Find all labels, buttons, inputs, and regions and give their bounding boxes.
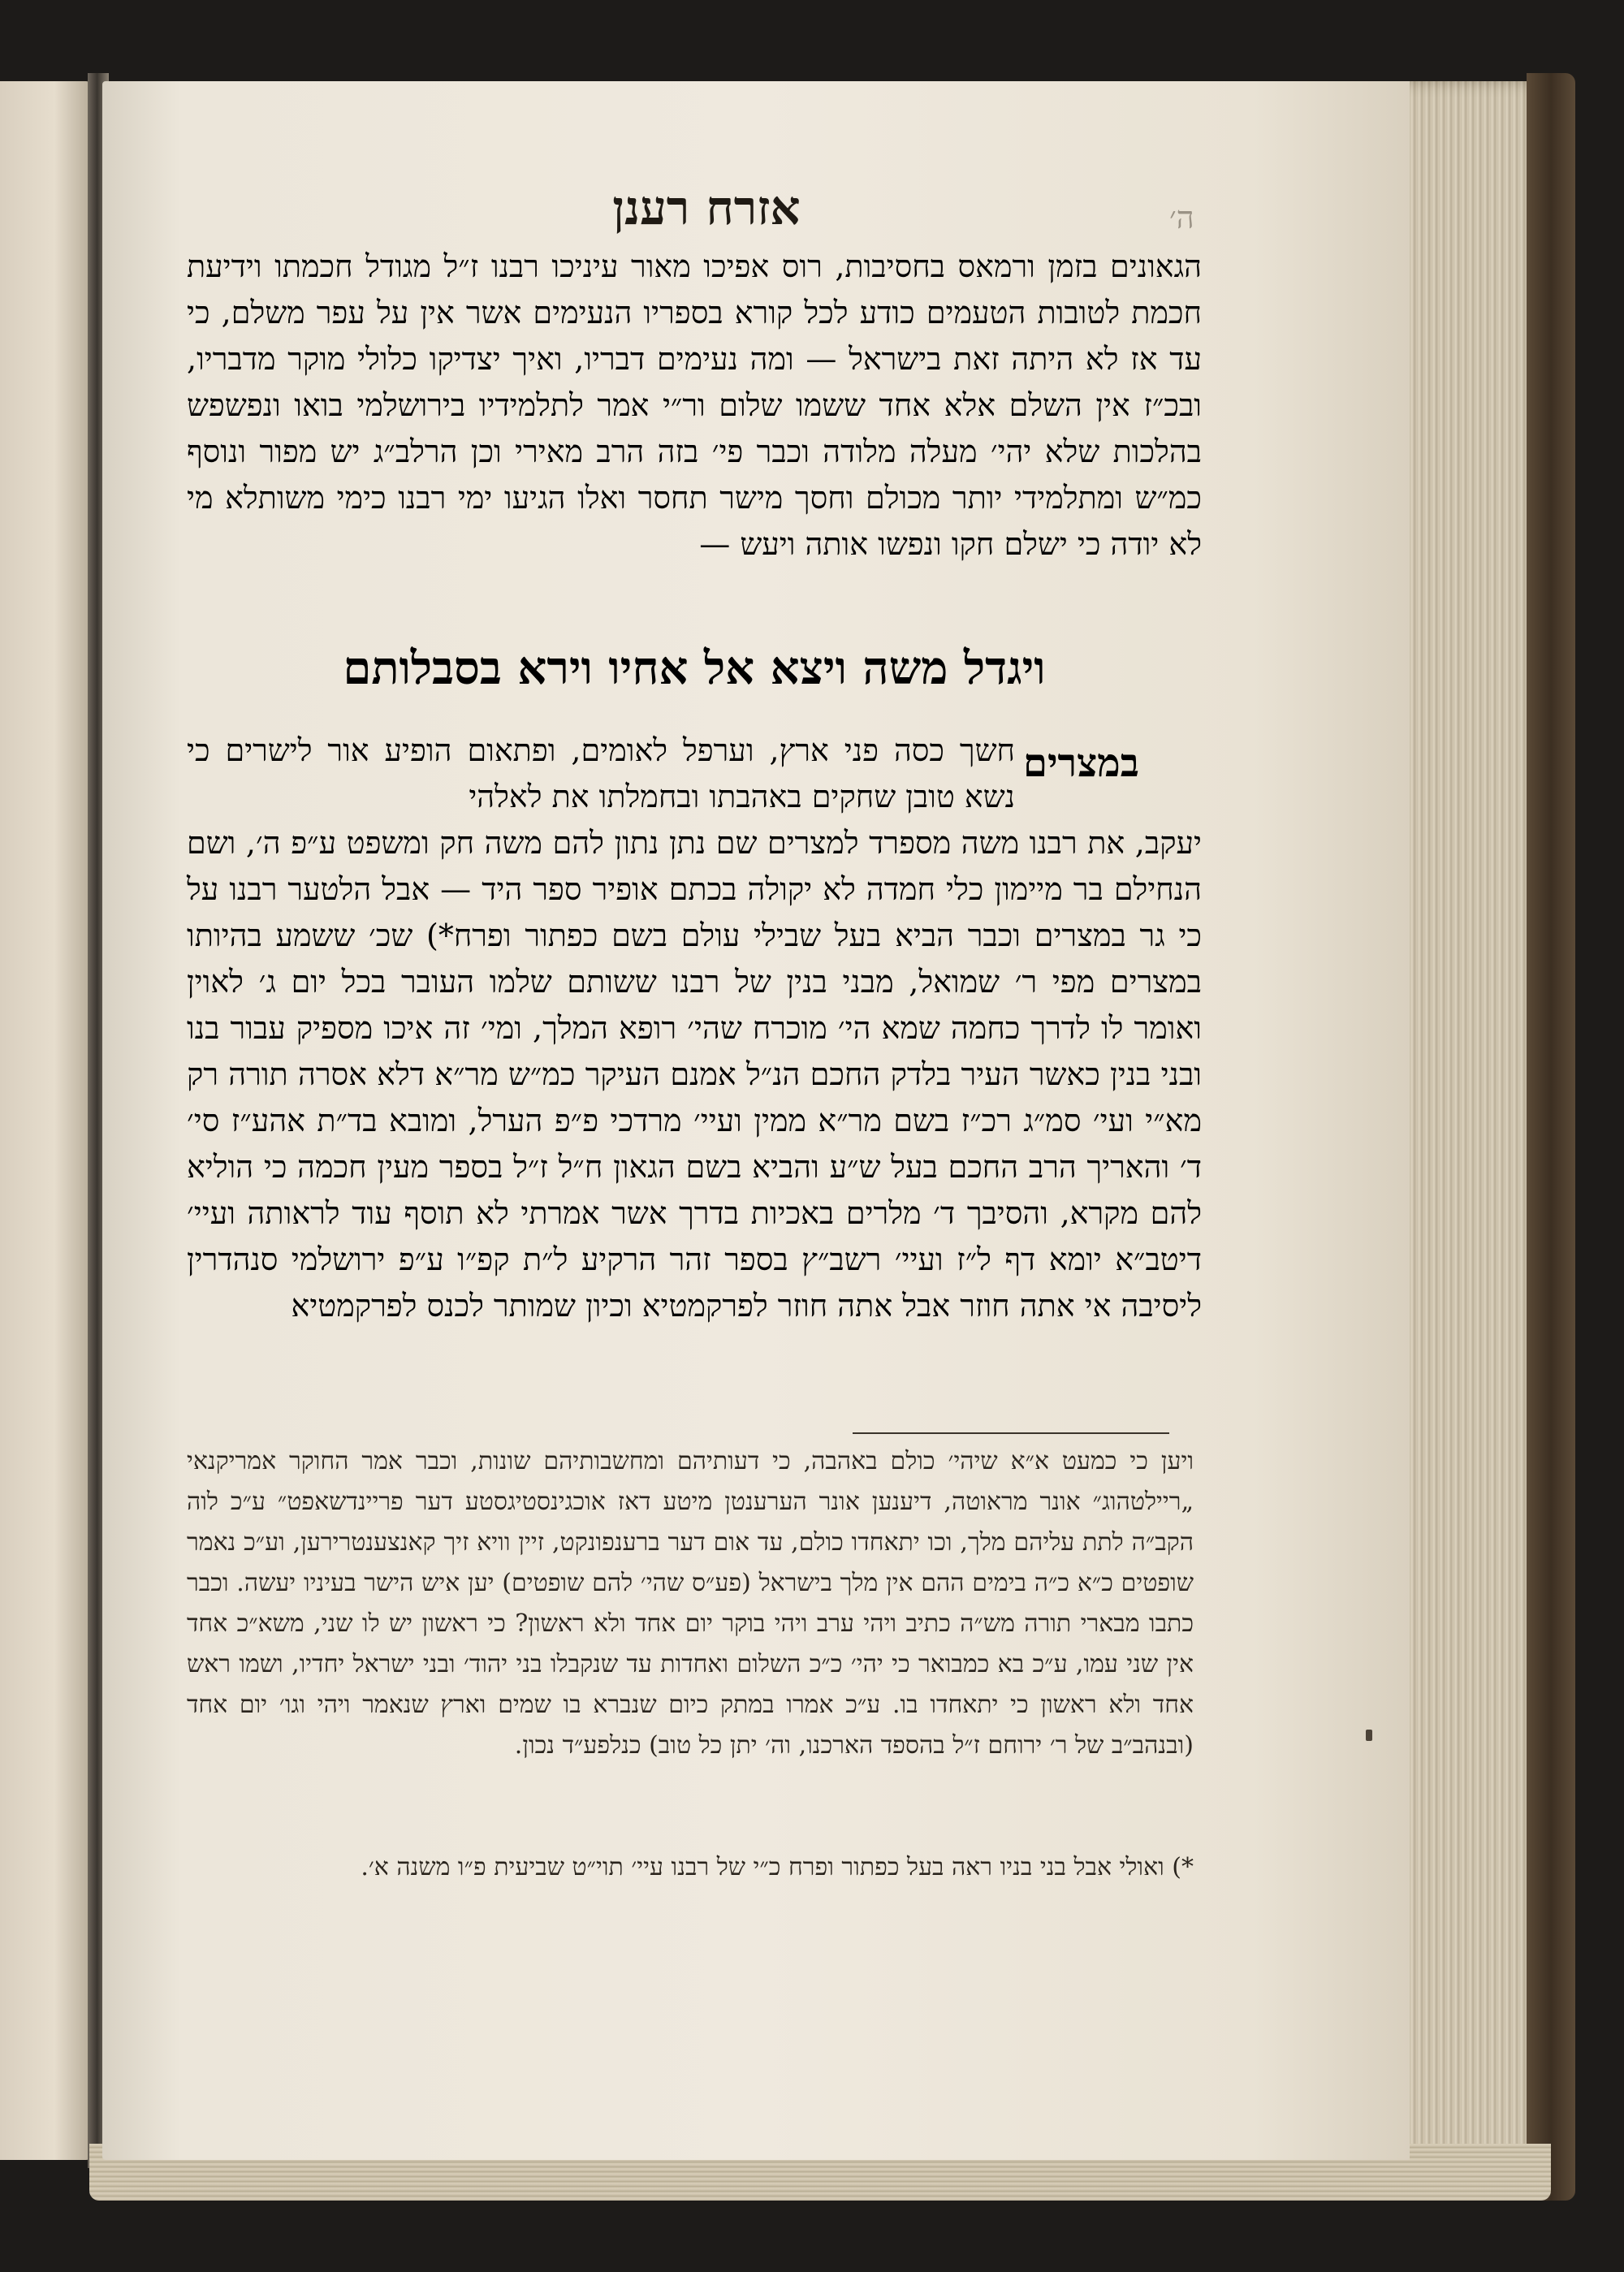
- paragraph-main: יעקב, את רבנו משה מספרד למצרים שם נתן נתון להם משה חק ומשפט ע״פ ה׳, ושם הנחילם בר מיימון כלי חמדה לא יקולה בכתם אופיר ספר היד — אבל הלטער רבנו על כי גר במצרים וכבר הביא בעל שבילי עולם בשם כפתור ופרח*) שכ׳ ששמע בהיותו במצרים מפי ר׳ שמואל, מבני בנין של רבנו ששותם שלמו העובר בכל יום ג׳ לאוין ואומר לו לדרך כחמה שמא הי׳ מוכרח שהי׳ רופא המלך, ומי׳ זה איכו מספיק עבור בנו ובני בנין כאשר העיר בלדק החכם הנ״ל אמנם העיקר כמ״ש מר״א דלא אסרה תורה רק מא״י ועי׳ סמ״ג רכ״ז בשם מר״א ממין ועיי׳ מרדכי פ״פ הערל, ומובא בד״ת אהע״ז סי׳ ד׳ והאריך הרב החכם בעל ש״ע והביא בשם הגאון ח״ל ז״ל בספר מעין חכמה כי הוליא להם מקרא, והסיבך ד׳ מלרים באכיות בדרך אשר אמרתי לא תוסף עוד לראותה ועיי׳ דיטב״א יומא דף ל״ז ועיי׳ רשב״ץ בספר זהר הרקיע ל״ת קפ״ו ע״פ ירושלמי סנהדרין ליסיבה אי אתה חוזר אבל אתה חוזר לפרקמטיא וכיון שמותר לכנס לפרקמטיא: [187, 825, 1203, 1324]
- page-blemish: [1366, 1730, 1372, 1741]
- left-page-edge: [0, 81, 91, 2160]
- lead-word: במצרים: [1023, 741, 1139, 786]
- paragraph-lead: חשך כסה פני ארץ, וערפל לאומים, ופתאום הופיע אור לישרים כי נשא טובן שחקים באהבתו ובחמלתו את לאלהי: [187, 732, 1015, 814]
- footnote-rule: [853, 1432, 1169, 1434]
- page-corner-mark: ה׳: [1169, 200, 1194, 235]
- section-heading: ויגדל משה ויצא אל אחיו וירא בסבלותם: [343, 641, 1046, 695]
- running-title: אזרח רענן: [612, 180, 801, 235]
- footnote-1: ויען כי כמעט א״א שיהי׳ כולם באהבה, כי דעותיהם ומחשבותיהם שונות, וכבר אמר החוקר אמריקנאי „ריילטהוג״ אונר מראוטה, דיענען אונר הערענטן מיטע דאז אוכגינסטיגסטע דער פריינדשאפט״ ע״כ לוה הקב״ה לתת עליהם מלך, וכו יתאחדו כולם, עד אום דער ברענפונקט, זיין וויא זיך קאנצענטרירען, וע״כ נאמר שופטים כ״א כ״ה בימים ההם אין מלך בישראל (פע״ס שהי׳ להם שופטים) יען איש הישר בעיניו יעשה. וכבר כתבו מבארי תורה מש״ה כתיב ויהי ערב ויהי בוקר יום אחד ולא ראשון? כי ראשון יש לו שני, משא״כ אחד אין שני עמו, ע״כ בא כמבואר כי יהי׳ כ״כ השלום ואחדות עד שנקבלו בני יהוד׳ ובני ישראל יחדיו, ושמו ראש אחד ולא ראשון כי יתאחדו בו. ע״כ אמרו במתק כיום שנברא בו שמים וארץ שנאמר ויהי וגו׳ יום אחד (ובנהב״ב של ר׳ ירוחם ז״ל בהספד הארכנו, וה׳ יתן כל טוב) כנלפע״ד נכון.: [187, 1447, 1194, 1760]
- paragraph-top: הגאונים בזמן ורמאס בחסיבות, רוס אפיכו מאור עיניכו רבנו ז״ל מגודל חכמתו וידיעת חכמת לטובות הטעמים כודע לכל קורא בספריו הנעימים אשר אין על עפר משלם, כי עד אז לא היתה זאת בישראל — ומה נעימים דבריו, ואיך יצדיקו כלולי מוקר מדבריו, ובכ״ז אין השלם אלא אחד ששמו שלום ור״י אמר לתלמידיו בירושלמי בואו ונפשפש בהלכות שלא יהי׳ מעלה מלודה וכבר פי׳ בזה הרב מאירי וכן הרלב״ג יש מפור ונוסף כמ״ש ומתלמידי יותר מכולם וחסך מישר תחסר ואלו הגיעו ימי רבנו כימי משותלא מי לא יודה כי ישלם חקו ונפשו אותה ויעש —: [187, 248, 1202, 562]
- book-spine: [1527, 73, 1575, 2201]
- footnote-2: *) ואולי אבל בני בניו ראה בעל כפתור ופרח כ״י של רבנו עיי׳ תוי״ט שביעית פ״ו משנה א׳.: [361, 1853, 1194, 1881]
